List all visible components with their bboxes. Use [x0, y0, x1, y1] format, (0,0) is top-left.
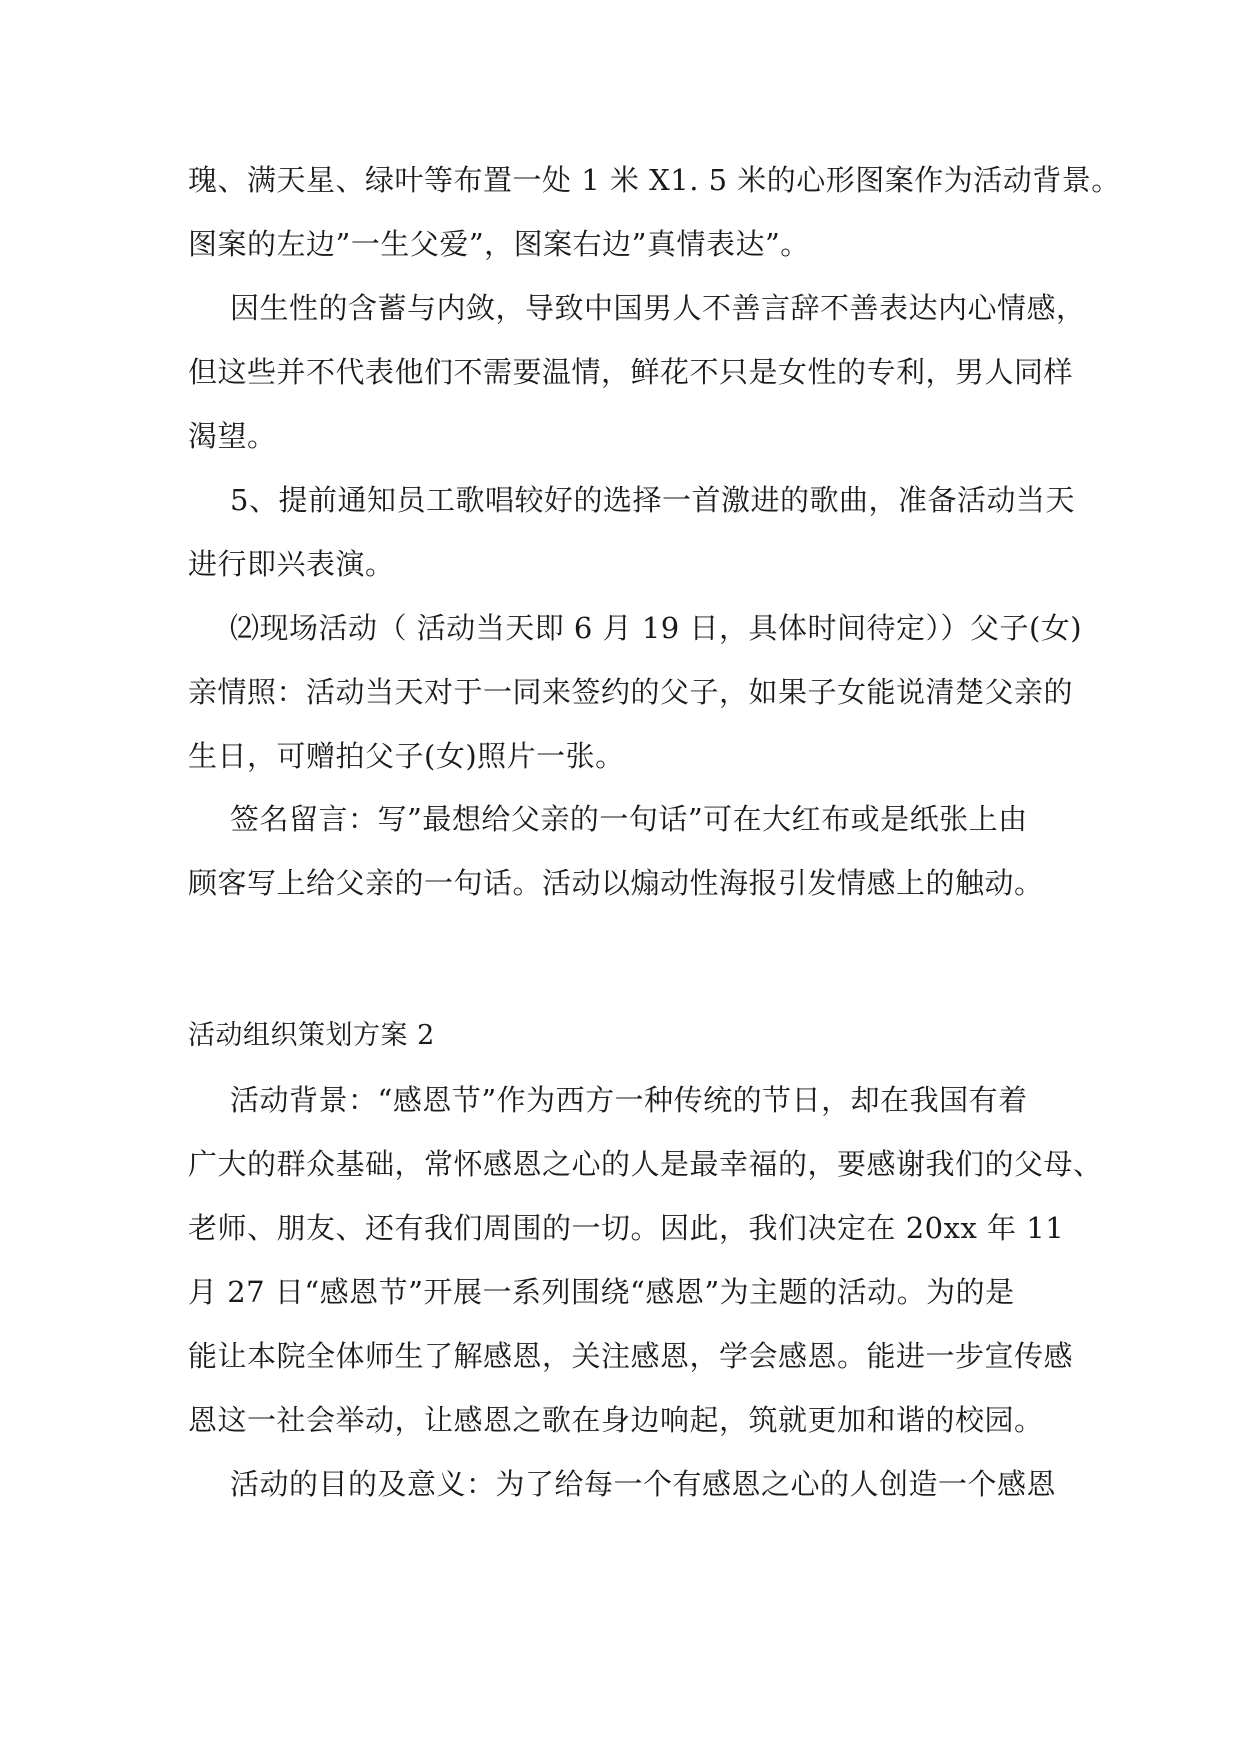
paragraph-line: 顾客写上给父亲的一句话。活动以煽动性海报引发情感上的触动。: [188, 866, 1044, 900]
paragraph-onsite-activity: [188, 596, 1083, 788]
paragraph-men-emotions: [188, 276, 1086, 468]
paragraph-line: 活动背景：“感恩节”作为西方一种传统的节日，却在我国有着: [230, 1083, 1028, 1117]
paragraph-line: 老师、朋友、还有我们周围的一切。因此，我们决定在 20xx 年 11: [188, 1211, 1065, 1245]
paragraph-line: 进行即兴表演。: [188, 547, 395, 581]
paragraph-line: 活动的目的及意义：为了给每一个有感恩之心的人创造一个感恩: [230, 1467, 1057, 1501]
paragraph-heart-pattern: [188, 148, 1121, 276]
paragraph-line: 广大的群众基础，常怀感恩之心的人是最幸福的，要感谢我们的父母、: [188, 1147, 1103, 1181]
paragraph-line: 因生性的含蓄与内敛，导致中国男人不善言辞不善表达内心情感，: [230, 291, 1086, 325]
paragraph-line: ⑵现场活动（ 活动当天即 6 月 19 日，具体时间待定））父子(女): [230, 611, 1083, 645]
paragraph-line: 月 27 日“感恩节”开展一系列围绕“感恩”为主题的活动。为的是: [188, 1275, 1015, 1309]
paragraph-line: 生日，可赠拍父子(女)照片一张。: [188, 739, 625, 773]
paragraph-line: 渴望。: [188, 419, 277, 453]
paragraph-line: 5、提前通知员工歌唱较好的选择一首激进的歌曲，准备活动当天: [230, 483, 1075, 517]
paragraph-activity-purpose: [188, 1452, 1058, 1516]
paragraph-song-performance: [188, 468, 1075, 596]
paragraph-line: 瑰、满天星、绿叶等布置一处 1 米 X1. 5 米的心形图案作为活动背景。: [188, 163, 1121, 197]
paragraph-line: 图案的左边”一生父爱”，图案右边”真情表达”。: [188, 227, 810, 261]
paragraph-line: 签名留言：写”最想给父亲的一句话”可在大红布或是纸张上由: [230, 802, 1028, 836]
paragraph-line: 恩这一社会举动，让感恩之歌在身边响起，筑就更加和谐的校园。: [188, 1403, 1044, 1437]
paragraph-line: 亲情照：活动当天对于一同来签约的父子，如果子女能说清楚父亲的: [188, 675, 1074, 709]
section-heading: 活动组织策划方案 2: [188, 1020, 435, 1051]
paragraph-activity-background: [188, 1068, 1103, 1452]
paragraph-signature-message: [188, 787, 1058, 915]
paragraph-line: 能让本院全体师生了解感恩，关注感恩，学会感恩。能进一步宣传感: [188, 1339, 1074, 1373]
paragraph-line: 但这些并不代表他们不需要温情，鲜花不只是女性的专利，男人同样: [188, 355, 1074, 389]
